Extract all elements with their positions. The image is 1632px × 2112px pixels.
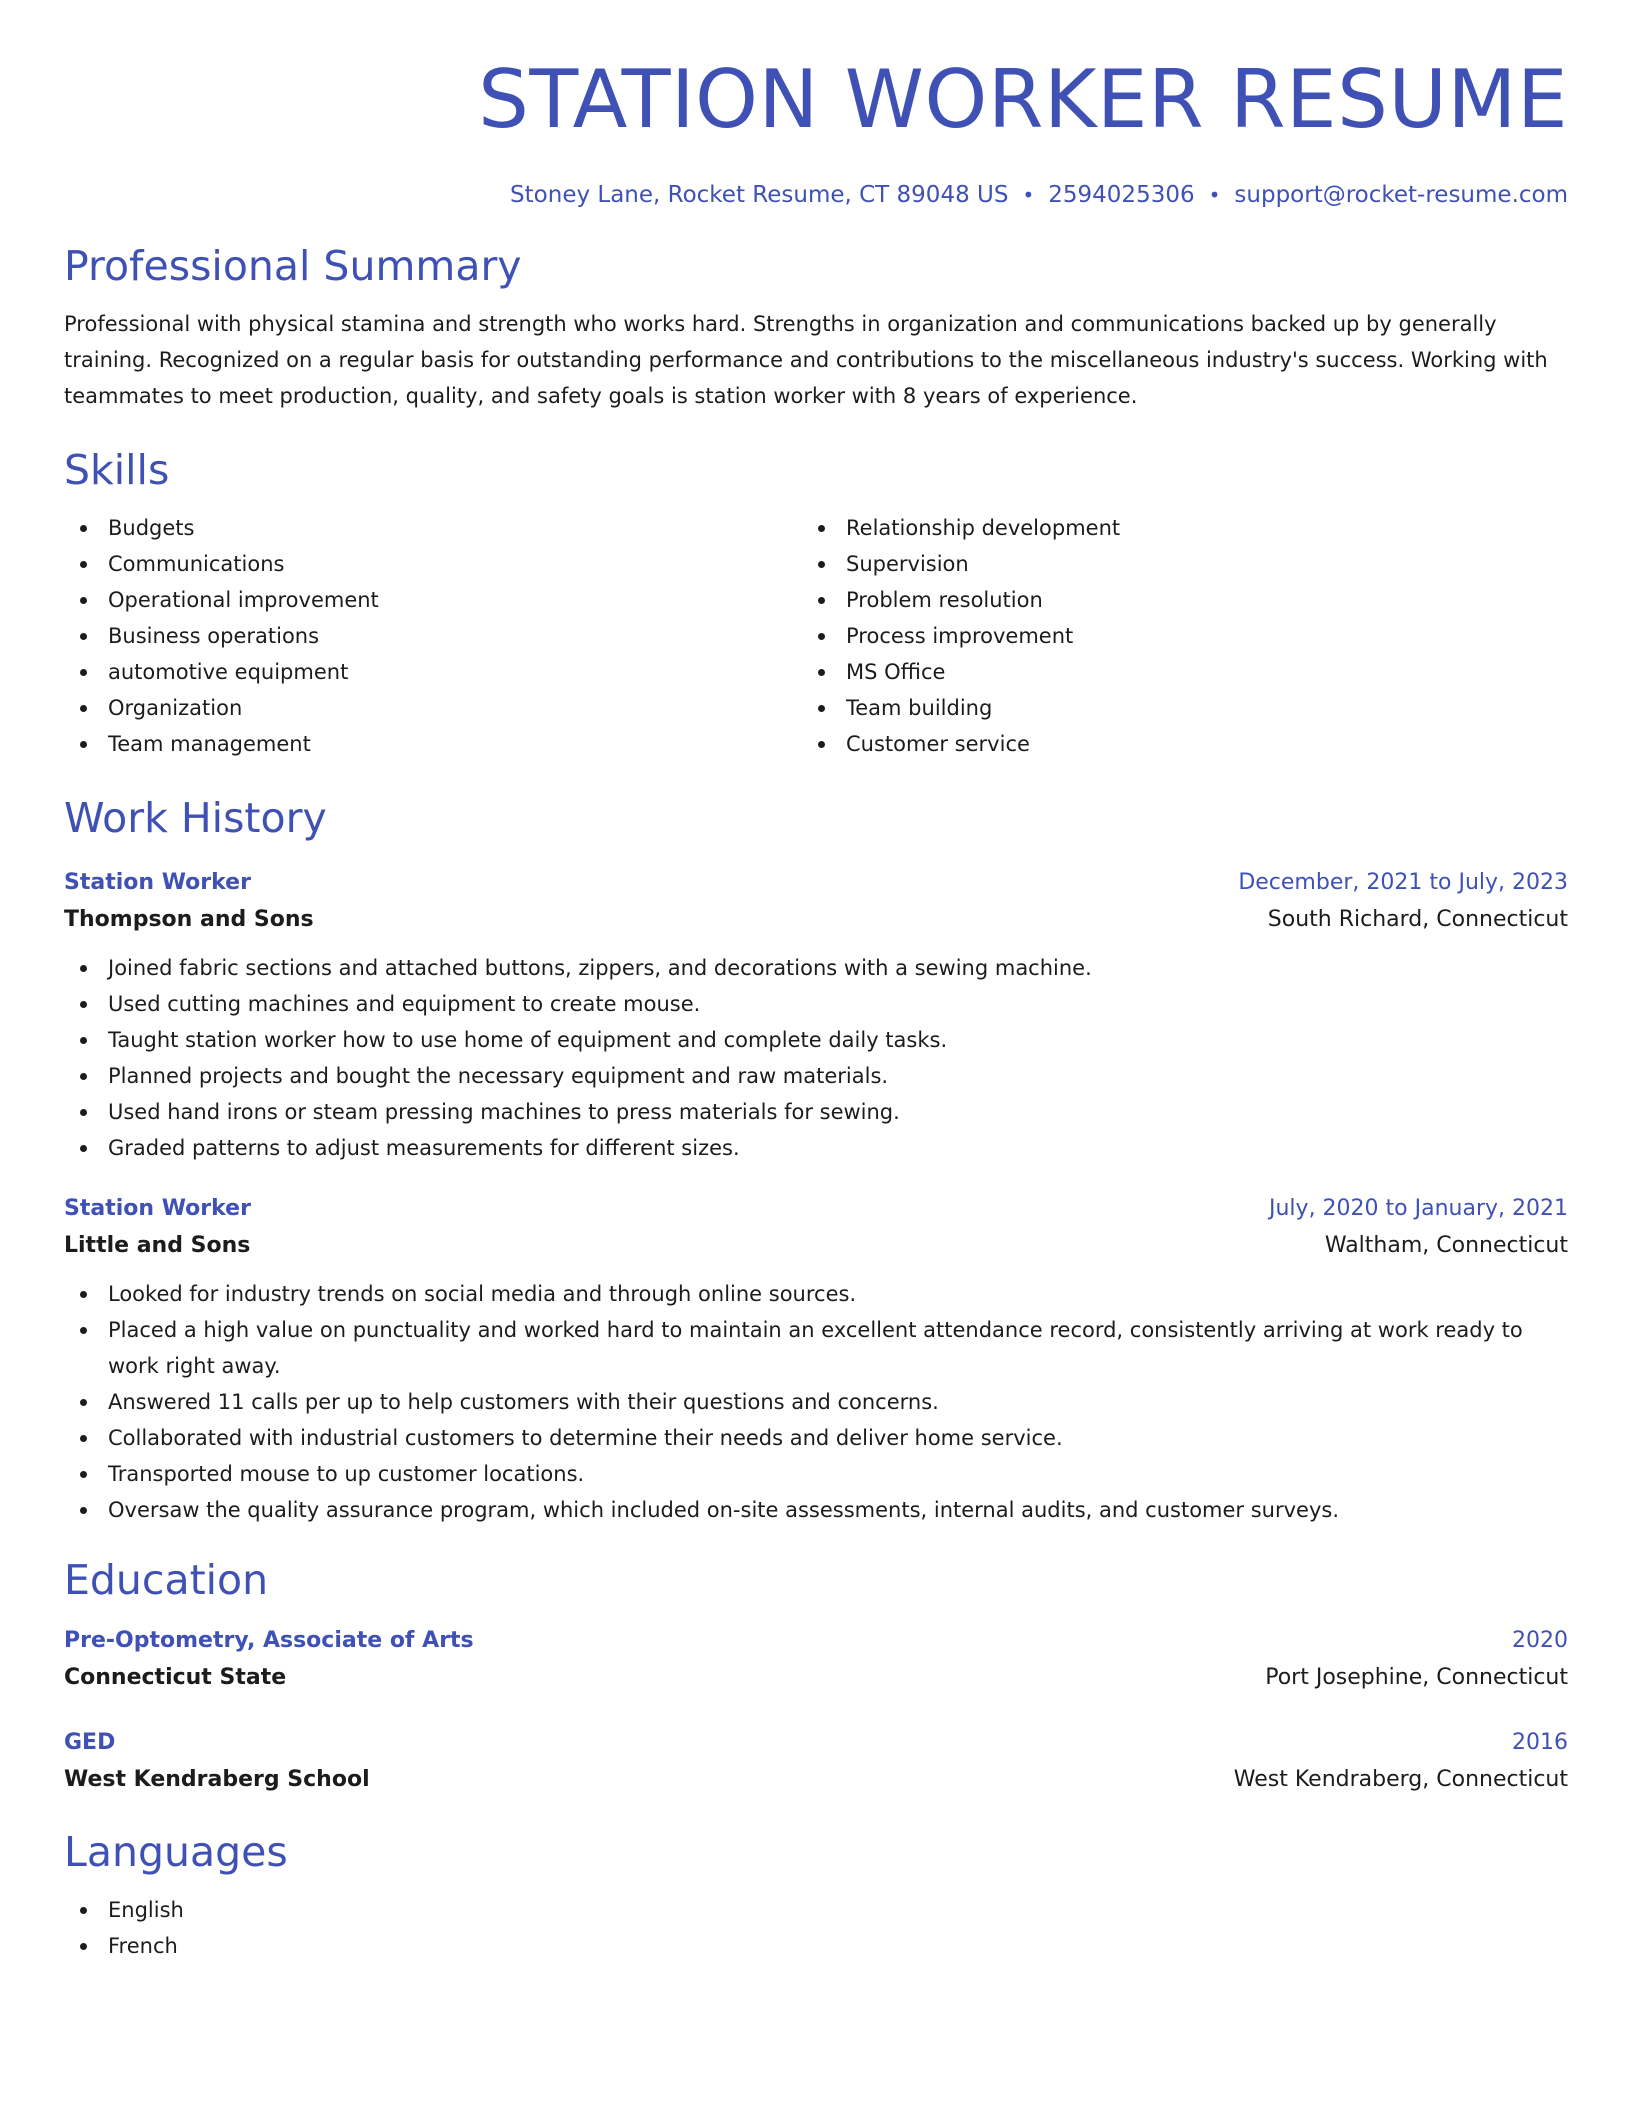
job-company: Thompson and Sons xyxy=(64,907,314,932)
skills-grid xyxy=(64,510,1568,762)
skills-list-right xyxy=(802,510,1540,762)
job-role: Station Worker xyxy=(64,1196,251,1221)
job-duty: Joined fabric sections and attached buttons, zippers, and decorations with a sewing machine. xyxy=(64,950,1568,986)
contact-separator: • xyxy=(1208,183,1221,207)
summary-text: Professional with physical stamina and strength who works hard. Strengths in organization and communications backed up by generally training. Recognized on a regular basis for outstanding performance and contributions to the miscellaneous industry's success. Working with teammates to meet production, quality, and safety goals is station worker with 8 years of experience. xyxy=(64,312,1548,408)
job-entry xyxy=(64,866,1568,1166)
language-item: English xyxy=(64,1892,1568,1928)
job-duty: Answered 11 calls per up to help customers with their questions and concerns. xyxy=(64,1384,1568,1420)
work-history-heading: Work History xyxy=(64,794,327,842)
skills-list-left xyxy=(64,510,802,762)
job-company: Little and Sons xyxy=(64,1233,251,1258)
education-year: 2020 xyxy=(1512,1628,1568,1653)
skill-item: Business operations xyxy=(64,618,802,654)
summary-heading: Professional Summary xyxy=(64,242,522,290)
education-entry xyxy=(64,1624,1568,1698)
skill-item: Organization xyxy=(64,690,802,726)
job-duty: Transported mouse to up customer locations. xyxy=(64,1456,1568,1492)
job-role: Station Worker xyxy=(64,870,251,895)
contact-address: Stoney Lane, Rocket Resume, CT 89048 US xyxy=(510,182,1009,208)
skill-item: Team management xyxy=(64,726,802,762)
skill-item: Customer service xyxy=(802,726,1540,762)
contact-email[interactable]: support@rocket-resume.com xyxy=(1234,182,1568,208)
education-degree: Pre-Optometry, Associate of Arts xyxy=(64,1628,474,1653)
resume-title: STATION WORKER RESUME xyxy=(478,53,1568,146)
skill-item: Relationship development xyxy=(802,510,1540,546)
language-item: French xyxy=(64,1928,1568,1964)
skill-item: Process improvement xyxy=(802,618,1540,654)
job-duty: Collaborated with industrial customers to determine their needs and deliver home service. xyxy=(64,1420,1568,1456)
skills-heading: Skills xyxy=(64,446,170,494)
contact-separator: • xyxy=(1022,183,1035,207)
skill-item: Team building xyxy=(802,690,1540,726)
job-duty: Placed a high value on punctuality and worked hard to maintain an excellent attendance record, consistently arriving at work ready to work right away. xyxy=(64,1312,1568,1384)
job-duty: Taught station worker how to use home of equipment and complete daily tasks. xyxy=(64,1022,1568,1058)
education-school: West Kendraberg School xyxy=(64,1767,370,1792)
education-school: Connecticut State xyxy=(64,1665,287,1690)
job-duty: Used cutting machines and equipment to create mouse. xyxy=(64,986,1568,1022)
job-entry xyxy=(64,1192,1568,1528)
education-heading: Education xyxy=(64,1556,269,1604)
education-degree: GED xyxy=(64,1730,116,1755)
skill-item: Budgets xyxy=(64,510,802,546)
languages-heading: Languages xyxy=(64,1828,288,1876)
job-duty: Used hand irons or steam pressing machines to press materials for sewing. xyxy=(64,1094,1568,1130)
education-entry xyxy=(64,1726,1568,1800)
job-duties xyxy=(64,1276,1568,1528)
skill-item: automotive equipment xyxy=(64,654,802,690)
education-location: West Kendraberg, Connecticut xyxy=(1233,1767,1568,1792)
contact-phone: 2594025306 xyxy=(1048,182,1195,208)
skill-item: Problem resolution xyxy=(802,582,1540,618)
skill-item: Operational improvement xyxy=(64,582,802,618)
education-location: Port Josephine, Connecticut xyxy=(1265,1665,1568,1690)
skill-item: Communications xyxy=(64,546,802,582)
skill-item: MS Office xyxy=(802,654,1540,690)
job-location: Waltham, Connecticut xyxy=(1324,1233,1568,1258)
skill-item: Supervision xyxy=(802,546,1540,582)
contact-line xyxy=(64,180,1568,210)
education-year: 2016 xyxy=(1512,1730,1568,1755)
job-duty: Looked for industry trends on social media and through online sources. xyxy=(64,1276,1568,1312)
job-dates: July, 2020 to January, 2021 xyxy=(1269,1196,1568,1221)
languages-list xyxy=(64,1892,1568,1964)
job-duty: Graded patterns to adjust measurements for different sizes. xyxy=(64,1130,1568,1166)
job-dates: December, 2021 to July, 2023 xyxy=(1238,870,1568,895)
job-duty: Planned projects and bought the necessary equipment and raw materials. xyxy=(64,1058,1568,1094)
job-duties xyxy=(64,950,1568,1166)
job-location: South Richard, Connecticut xyxy=(1267,907,1568,932)
job-duty: Oversaw the quality assurance program, which included on-site assessments, internal audits, and customer surveys. xyxy=(64,1492,1568,1528)
